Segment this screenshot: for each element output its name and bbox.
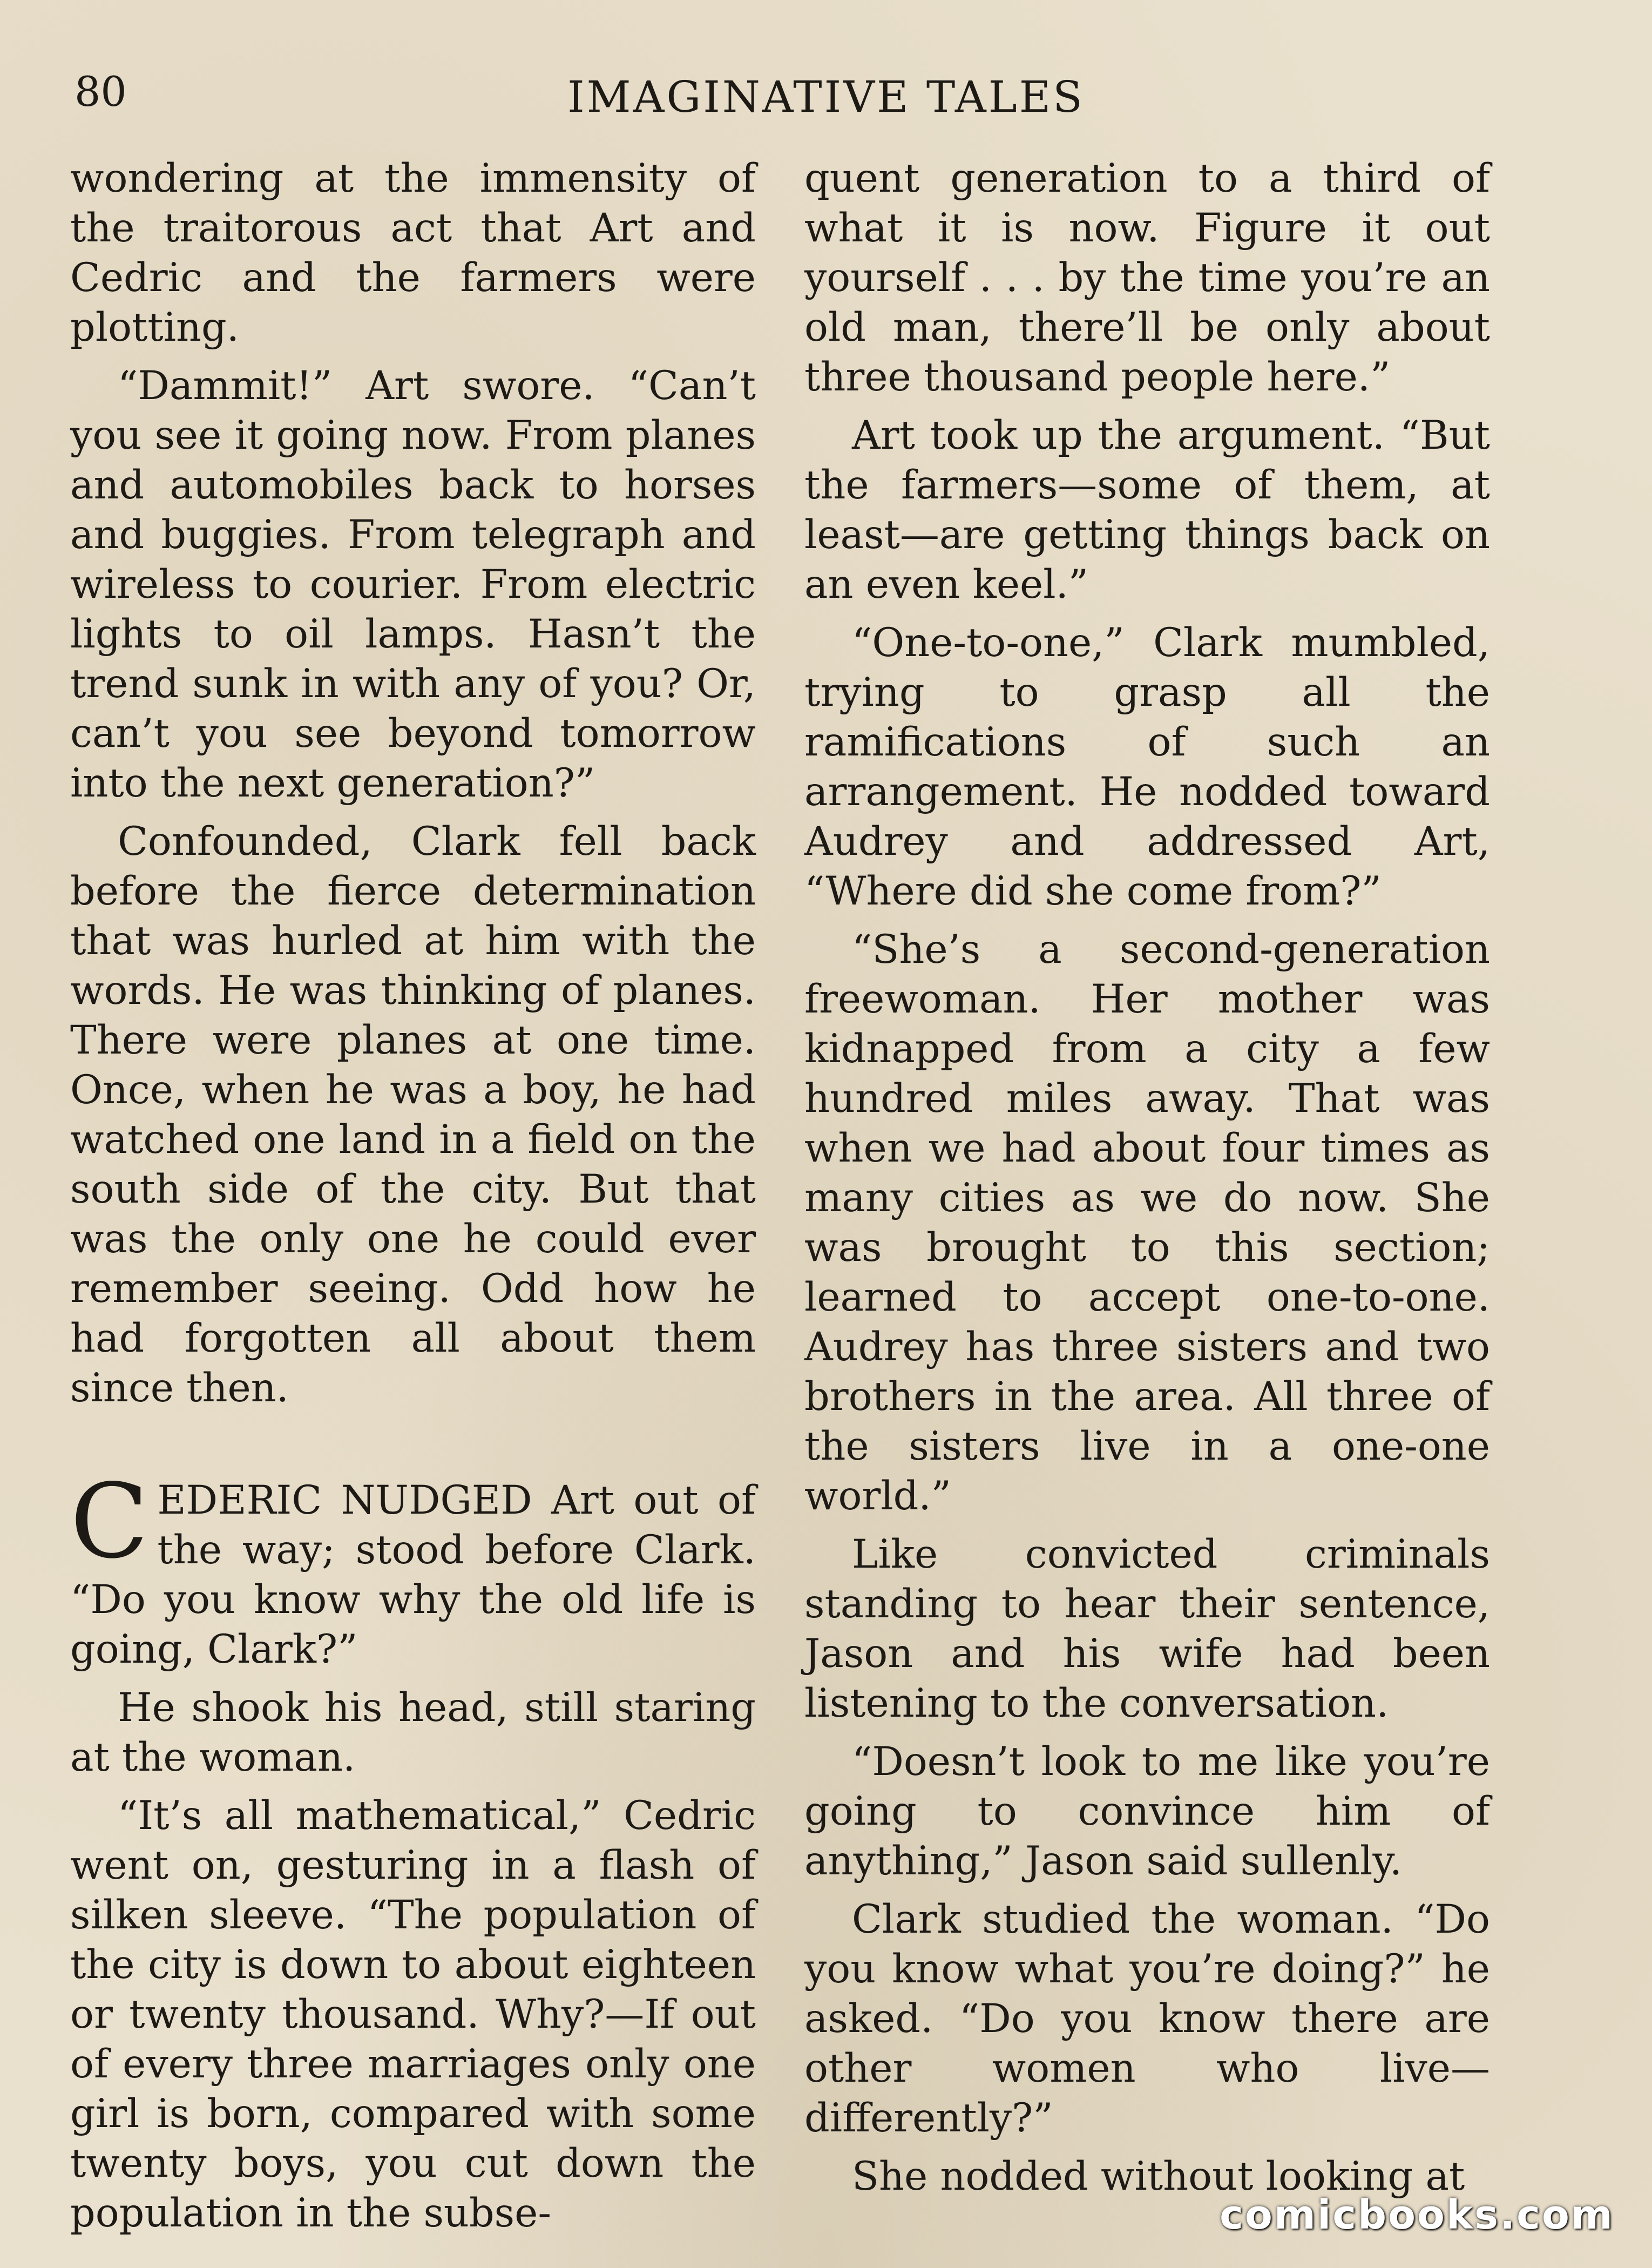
drop-cap-letter: C: [70, 1462, 149, 1581]
right-paragraph-6: “Doesn’t look to me like you’re going to convince him of anything,” Jason said sullenly.: [804, 1739, 1490, 1884]
left-paragraph-4: [70, 1462, 756, 1675]
right-paragraph-5: Like convicted criminals standing to hear their sentence, Jason and his wife had been listening to the conversation.: [804, 1531, 1490, 1726]
left-paragraph-6: “It’s all mathematical,” Cedric went on, gesturing in a flash of silken sleeve. “The population of the city is down to about eighteen or twenty thousand. Why?—If out of every three marriages only one girl is born, compared with some twenty boys, you cut down the population in the subse-: [70, 1793, 756, 2236]
left-paragraph-5: He shook his head, still staring at the woman.: [70, 1685, 756, 1780]
right-paragraph-1: quent generation to a third of what it is now. Figure it out yourself . . . by the time you’re an old man, there’ll be only about three thousand people here.”: [804, 156, 1490, 400]
right-paragraph-2: Art took up the argument. “But the farmers—some of them, at least—are getting things back on an even keel.”: [804, 413, 1490, 608]
watermark: comicbooks.com: [1220, 2192, 1614, 2238]
right-paragraph-8: She nodded without looking at: [852, 2154, 1465, 2199]
left-column: [70, 154, 756, 2247]
right-column: [804, 154, 1490, 2210]
left-paragraph-3: Confounded, Clark fell back before the fierce determination that was hurled at him with the words. He was thinking of planes. There were planes at one time. Once, when he was a boy, he had watched one land in a field on the south side of the city. But that was the only one he could ever remember seeing. Odd how he had forgotten all about them since then.: [70, 819, 756, 1411]
section-break: [70, 1422, 756, 1476]
left-paragraph-2: “Dammit!” Art swore. “Can’t you see it going now. From planes and automobiles back to horses and buggies. From telegraph and wireless to courier. From electric lights to oil lamps. Hasn’t the trend sunk in with any of you? Or, can’t you see beyond tomorrow into the next generation?”: [70, 363, 756, 806]
left-paragraph-1: wondering at the immensity of the traitorous act that Art and Cedric and the farmers were plotting.: [70, 156, 756, 350]
right-paragraph-3: “One-to-one,” Clark mumbled, trying to grasp all the ramifications of such an arrangement. He nodded toward Audrey and addressed Art, “Where did she come from?”: [804, 620, 1490, 914]
page-number: 80: [75, 68, 127, 116]
right-paragraph-4: “She’s a second-generation freewoman. Her mother was kidnapped from a city a few hundred miles away. That was when we had about four times as many cities as we do now. She was brought to this section; learned to accept one-to-one. Audrey has three sisters and two brothers in the area. All three of the sisters live in a one-one world.”: [804, 927, 1490, 1519]
magazine-title: IMAGINATIVE TALES: [567, 72, 1085, 122]
right-paragraph-7: Clark studied the woman. “Do you know what you’re doing?” he asked. “Do you know there are other women who live—differently?”: [804, 1896, 1490, 2141]
left-paragraph-4-text: EDERIC NUDGED Art out of the way; stood before Clark. “Do you know why the old life is going, Clark?”: [70, 1477, 756, 1672]
